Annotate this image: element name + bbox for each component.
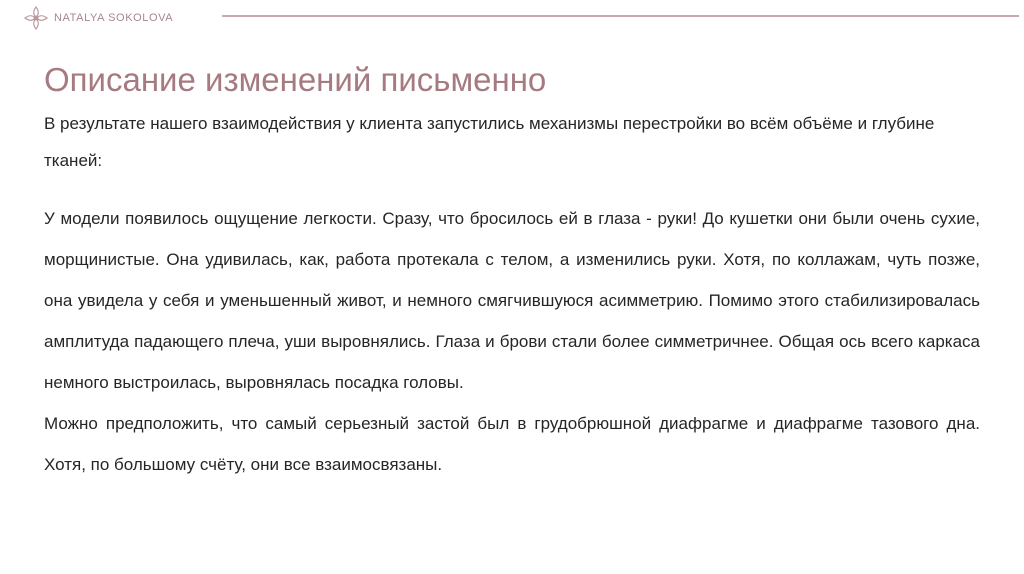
header-divider: [222, 15, 1019, 17]
intro-paragraph: В результате нашего взаимодействия у клиента запустились механизмы перестройки во всём объёме и глубине тканей:: [44, 114, 935, 170]
slide-title: Описание изменений письменно: [44, 61, 547, 98]
slide-header: [24, 4, 173, 32]
brand-name: NATALYA SOKOLOVA: [54, 12, 174, 24]
body-paragraph: [44, 198, 980, 485]
body-text-part-1: У модели появилось ощущение легкости. Сразу, что бросилось ей в глаза - руки! До кушетки они были очень сухие, морщинистые. Она удивилась, как, работа протекала с телом, а изменились руки. Хотя, по коллажам, чуть позже, она увидела у себя и уменьшенный живот, и немного смягчившуюся асимметрию. Помимо этого стабилизировалась амплитуда падающего плеча, уши выровнялись. Глаза и брови стали более симметричнее. Общая ось всего каркаса немного выстроилась, выровнялась посадка головы.: [44, 209, 980, 392]
ornament-logo-icon: [24, 6, 48, 30]
body-text-part-2: Можно предположить, что самый серьезный застой был в грудобрюшной диафрагме и диафрагме тазового дна. Хотя, по большому счёту, они все взаимосвязаны.: [44, 414, 980, 474]
